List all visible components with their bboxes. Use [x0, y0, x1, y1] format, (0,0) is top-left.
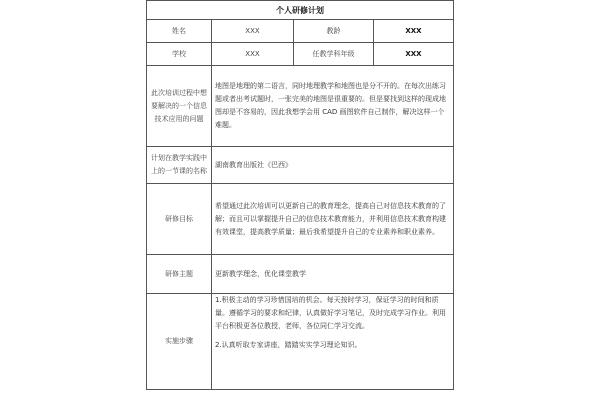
info-row-1 [147, 20, 454, 43]
lesson-row [147, 147, 454, 184]
goal-label: 研修目标 [147, 184, 212, 255]
theme-label: 研修主题 [147, 255, 212, 294]
issue-row [147, 66, 454, 147]
study-plan-table [146, 0, 454, 390]
steps-row [147, 294, 454, 390]
steps-label: 实施步骤 [147, 294, 212, 390]
theme-row [147, 255, 454, 294]
theme-content: 更新教学理念，优化课堂教学 [212, 255, 454, 294]
lesson-content: 湖南教育出版社《巴西》 [212, 147, 454, 184]
school-label: 学校 [147, 43, 212, 66]
issue-content: 地图是地理的第二语言，同时地理教学和地图也是分不开的。在每次出练习题或者出考试题时，一张完美的地图是很重要的。但是要找到这样的现成地图却是不容易的，因此我想学会用 CAD 画图软件自己制作，解决这样一个难题。 [212, 66, 454, 147]
title-row [147, 1, 454, 20]
name-value: XXX [212, 20, 294, 43]
subject-grade-value: XXX [374, 43, 454, 66]
steps-content [212, 294, 454, 390]
subject-grade-label: 任教学科年级 [294, 43, 374, 66]
goal-content: 希望通过此次培训可以更新自己的教育理念，提高自己对信息技术教育的了解；而且可以掌握提升自己的信息技术教育能力，并利用信息技术教育构建有效课堂，提高教学质量；最后我希望提升自己的专业素养和职业素养。 [212, 184, 454, 255]
document-title: 个人研修计划 [147, 1, 454, 20]
name-label: 姓名 [147, 20, 212, 43]
teaching-years-value: XXX [374, 20, 454, 43]
issue-label: 此次培训过程中想要解决的一个信息技术应用的问题 [147, 66, 212, 147]
school-value: XXX [212, 43, 294, 66]
lesson-label: 计划在教学实践中上的一节课的名称 [147, 147, 212, 184]
step-1-text: 1.积极主动的学习珍惜国培的机会。每天按时学习，保证学习的时间和质量。遵循学习的要求和纪律，认真做好学习笔记，及时完成学习作业。利用平台积极更各位教授，老师，各位同仁学习交流。 [215, 296, 446, 330]
step-2-text: 2.认真听取专家讲座，踏踏实实学习理论知识。 [215, 341, 362, 349]
info-row-2 [147, 43, 454, 66]
teaching-years-label: 教龄 [294, 20, 374, 43]
goal-row [147, 184, 454, 255]
